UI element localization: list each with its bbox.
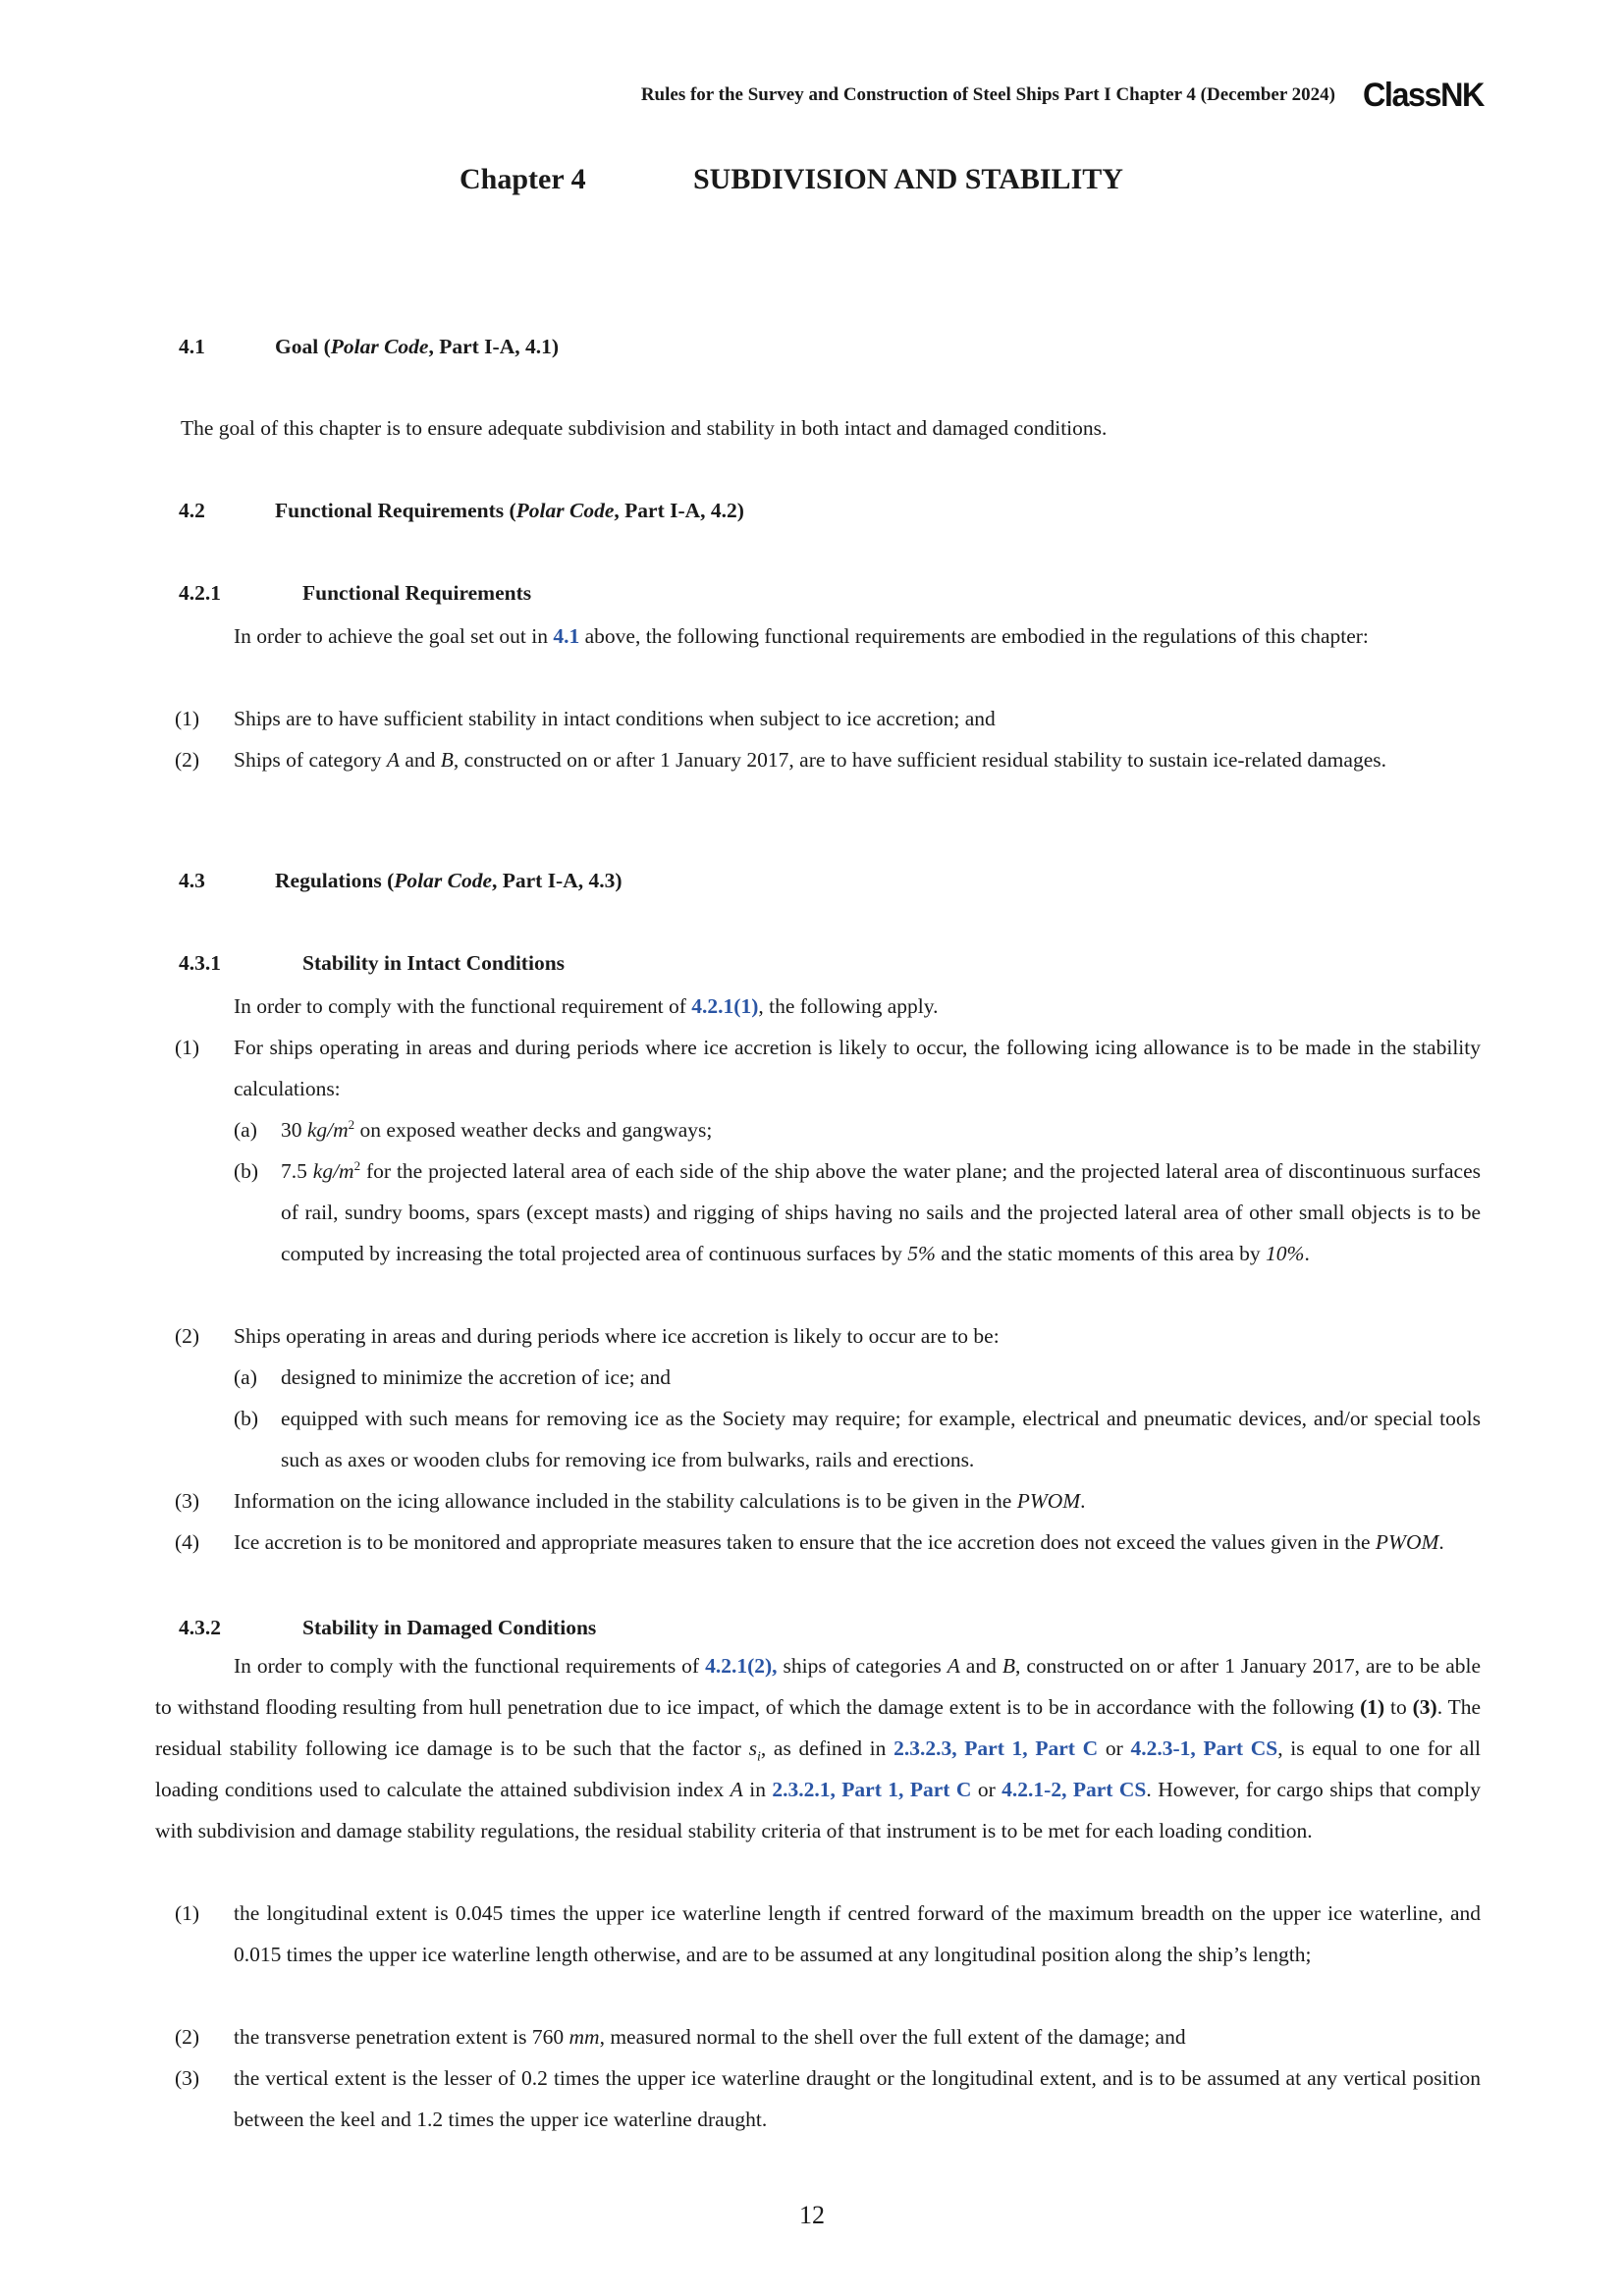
list-item: (4) Ice accretion is to be monitored and appropriate measures taken to ensure that the ice accretion does not exceed the values given in the PWOM. bbox=[175, 1530, 1444, 1554]
sub-list-item: (b) equipped with such means for removing ice as the Society may require; for example, electrical and pneumatic devices, and/or special tools such as axes or wooden clubs for removing ice from bulwarks, rails and erections. bbox=[234, 1407, 1481, 1471]
subsection-title: Stability in Intact Conditions bbox=[302, 951, 566, 975]
sub-list-item: (a) 30 $kg/m^2$ on exposed weather decks and gangways; bbox=[234, 1116, 713, 1142]
goal-paragraph: The goal of this chapter is to ensure adequate subdivision and stability in both intact and damaged conditions. bbox=[181, 416, 1108, 440]
subsection-number: 4.3.2 bbox=[179, 1616, 221, 1639]
section-title: Functional Requirements (Polar Code, Part I-A, 4.2) bbox=[275, 499, 744, 522]
section-number: 4.3 bbox=[179, 869, 205, 892]
damaged-conditions-paragraph: In order to comply with the functional requirements of 4.2.1(2), ships of categories A and B, constructed on or after 1 January 2017, are to be able to withstand flooding resulting from hull penetration due to ice impact, of which the damage extent is to be in accordance with the following (1) to (3). The residual stability following ice damage is to be such that the factor $s_i$, as defined in 2.3.2.3, Part 1, Part C or 4.2.3-1, Part CS, is equal to one for all loading conditions used to calculate the attained subdivision index A in 2.3.2.1, Part 1, Part C or 4.2.1-2, Part CS. However, for cargo ships that comply with subdivision and damage stability regulations, the residual stability criteria of that instrument is to be met for each loading condition. bbox=[155, 1654, 1482, 1842]
sub-list-item: (b) 7.5 $kg/m^2$ for the projected lateral area of each side of the ship above the water plane; and the projected lateral area of discontinuous surfaces of rail, sundry booms, spars (except masts) and rigging of ships having no sails and the projected lateral area of other small objects is to be computed by increasing the total projected area of continuous surfaces by 5% and the static moments of this area by 10%. bbox=[234, 1157, 1481, 1265]
sub-list-item: (a) designed to minimize the accretion of ice; and bbox=[234, 1365, 672, 1389]
list-item: (1) For ships operating in areas and during periods where ice accretion is likely to occur, the following icing allowance is to be made in the stability calculations: bbox=[175, 1036, 1481, 1100]
running-header: Rules for the Survey and Construction of Steel Ships Part I Chapter 4 (December 2024) bbox=[640, 84, 1335, 105]
link-4-2-3-1[interactable]: 4.2.3-1, Part CS bbox=[1130, 1736, 1278, 1760]
list-item: (3) the vertical extent is the lesser of 0.2 times the upper ice waterline draught or the longitudinal extent, and is to be assumed at any vertical position between the keel and 1.2 times the upper ice waterline draught. bbox=[175, 2066, 1481, 2131]
link-4-2-1-2-cs[interactable]: 4.2.1-2, Part CS bbox=[1001, 1778, 1147, 1801]
link-4-2-1-2[interactable]: 4.2.1(2), bbox=[705, 1654, 778, 1678]
link-2-3-2-3[interactable]: 2.3.2.3, Part 1, Part C bbox=[893, 1736, 1099, 1760]
list-item: (2) Ships operating in areas and during periods where ice accretion is likely to occur are to be: bbox=[175, 1324, 1000, 1348]
subsection-number: 4.3.1 bbox=[179, 951, 221, 975]
chapter-title: SUBDIVISION AND STABILITY bbox=[693, 163, 1123, 195]
link-2-3-2-1[interactable]: 2.3.2.1, Part 1, Part C bbox=[772, 1778, 972, 1801]
section-title: Goal (Polar Code, Part I-A, 4.1) bbox=[275, 335, 560, 358]
classnk-logo: ClassNK bbox=[1363, 77, 1484, 114]
subsection-number: 4.2.1 bbox=[179, 581, 221, 605]
link-4-1[interactable]: 4.1 bbox=[553, 624, 580, 648]
section-number: 4.1 bbox=[179, 335, 205, 358]
list-item: (1) the longitudinal extent is 0.045 times the upper ice waterline length if centred forward of the maximum breadth on the upper ice waterline, and 0.015 times the upper ice waterline length otherwise, and are to be assumed at any longitudinal position along the ship’s length; bbox=[175, 1901, 1481, 1966]
list-item: (2) the transverse penetration extent is 760 mm, measured normal to the shell over the full extent of the damage; and bbox=[175, 2025, 1186, 2049]
section-title: Regulations (Polar Code, Part I-A, 4.3) bbox=[275, 869, 623, 892]
list-item: (1) Ships are to have sufficient stability in intact conditions when subject to ice accretion; and bbox=[175, 707, 996, 730]
subsection-title: Stability in Damaged Conditions bbox=[302, 1616, 597, 1639]
list-item: (3) Information on the icing allowance included in the stability calculations is to be given in the PWOM. bbox=[175, 1489, 1086, 1513]
intact-conditions-intro: In order to comply with the functional requirement of 4.2.1(1), the following apply. bbox=[234, 994, 939, 1018]
list-item: (2) Ships of category A and B, constructed on or after 1 January 2017, are to have sufficient residual stability to sustain ice-related damages. bbox=[175, 748, 1386, 772]
section-number: 4.2 bbox=[179, 499, 205, 522]
page-number: 12 bbox=[799, 2201, 825, 2229]
chapter-number: Chapter 4 bbox=[460, 163, 586, 195]
functional-requirements-intro: In order to achieve the goal set out in 4.1 above, the following functional requirements are embodied in the regulations of this chapter: bbox=[234, 624, 1369, 648]
link-4-2-1-1[interactable]: 4.2.1(1) bbox=[691, 994, 759, 1018]
subsection-title: Functional Requirements bbox=[302, 581, 532, 605]
